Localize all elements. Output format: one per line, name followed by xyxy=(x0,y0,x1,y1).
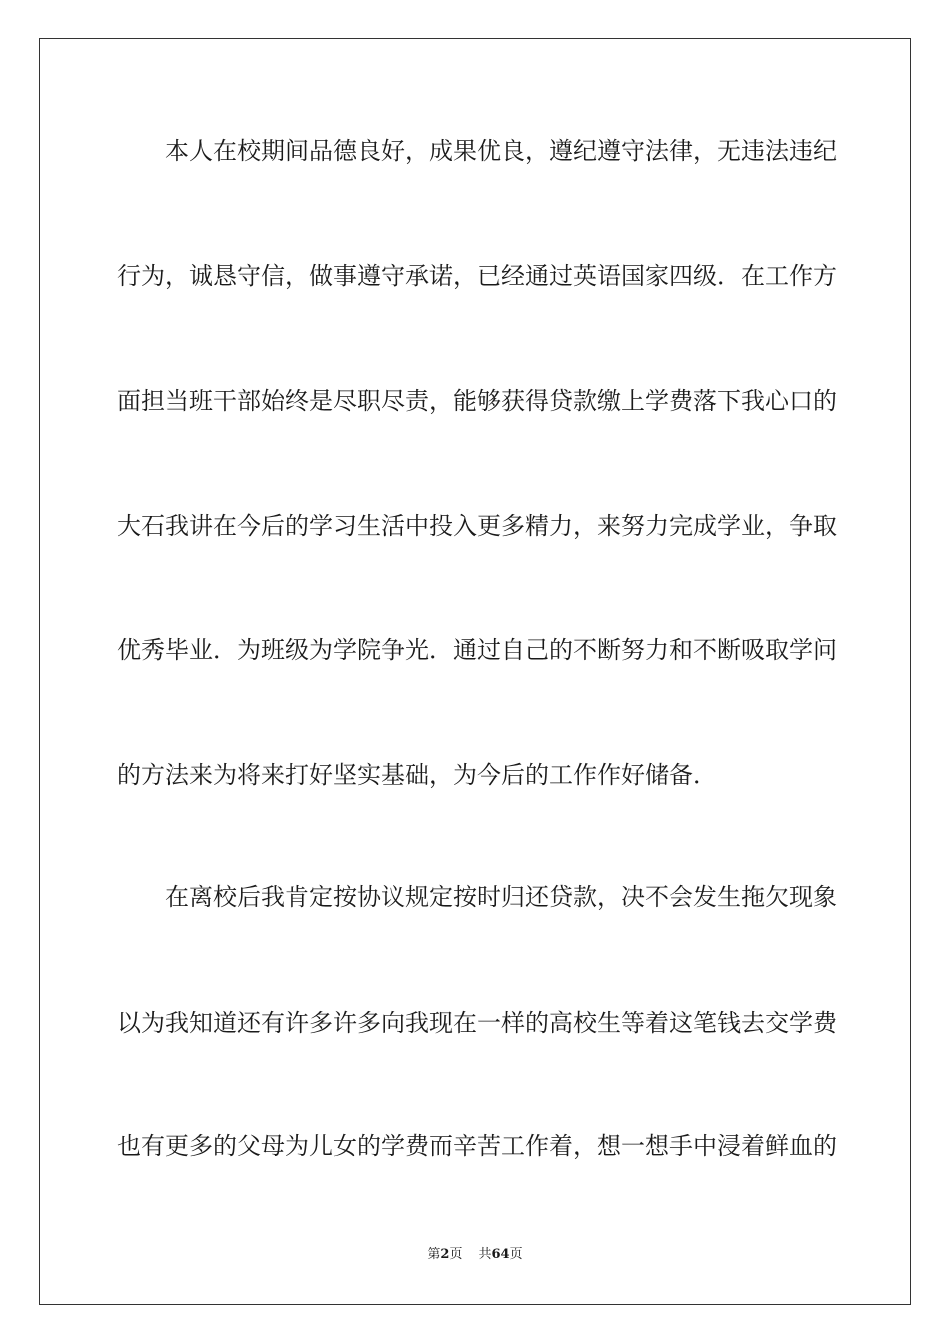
total-pages-indicator xyxy=(478,1247,522,1262)
total-suffix: 页 xyxy=(509,1247,523,1262)
paragraph-1-line-5: 优秀毕业．为班级为学院争光．通过自己的不断努力和不断吸取学问 xyxy=(117,636,837,664)
page-number: 2 xyxy=(440,1247,450,1262)
page-footer xyxy=(0,1246,950,1264)
page-suffix: 页 xyxy=(449,1247,463,1262)
total-prefix: 共 xyxy=(478,1247,492,1262)
page-indicator xyxy=(427,1247,462,1262)
page-prefix: 第 xyxy=(427,1247,441,1262)
paragraph-1-line-3: 面担当班干部始终是尽职尽责，能够获得贷款缴上学费落下我心口的 xyxy=(117,387,837,415)
paragraph-2-line-3: 也有更多的父母为儿女的学费而辛苦工作着，想一想手中浸着鲜血的 xyxy=(117,1132,837,1160)
paragraph-1-line-2: 行为，诚恳守信，做事遵守承诺，已经通过英语国家四级．在工作方 xyxy=(117,262,837,290)
paragraph-2-line-2: 以为我知道还有许多许多向我现在一样的高校生等着这笔钱去交学费 xyxy=(117,1009,837,1037)
page-border xyxy=(39,38,911,1305)
paragraph-1-line-6: 的方法来为将来打好坚实基础，为今后的工作作好储备． xyxy=(117,761,717,789)
total-pages: 64 xyxy=(491,1247,510,1262)
paragraph-2-line-1: 在离校后我肯定按协议规定按时归还贷款，决不会发生拖欠现象 xyxy=(165,883,837,911)
paragraph-1-line-4: 大石我讲在今后的学习生活中投入更多精力，来努力完成学业，争取 xyxy=(117,512,837,540)
paragraph-1-line-1: 本人在校期间品德良好，成果优良，遵纪遵守法律，无违法违纪 xyxy=(165,137,837,165)
